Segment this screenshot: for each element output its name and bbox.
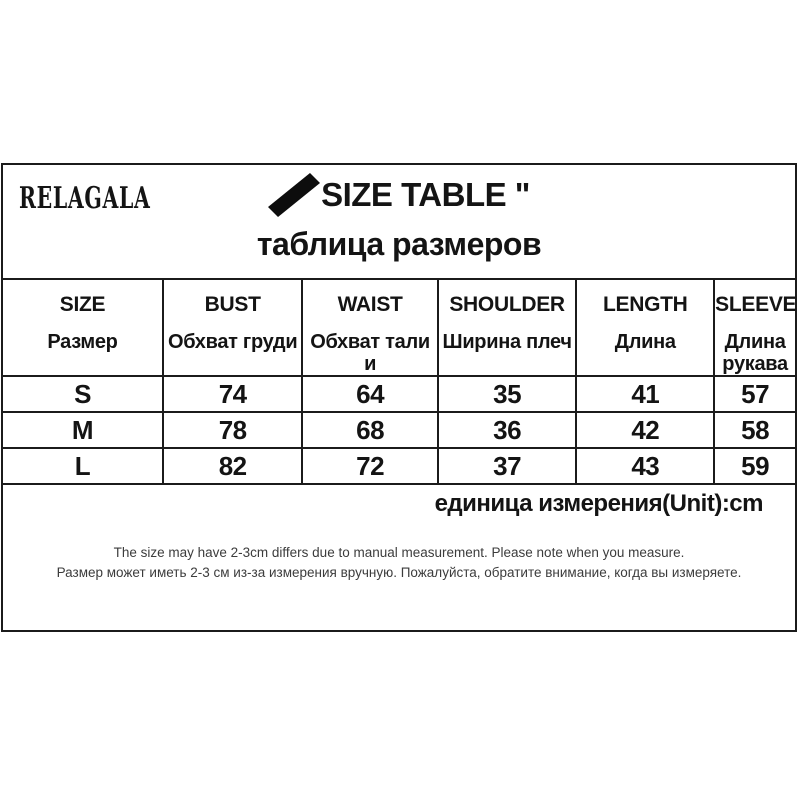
page-subtitle: таблица размеров	[256, 226, 542, 262]
table-row-s	[3, 376, 795, 412]
col-header-waist-en: WAIST	[337, 293, 403, 316]
measurement-notes	[3, 543, 795, 583]
col-header-length-en: LENGTH	[603, 293, 688, 316]
col-header-shoulder-ru: Ширина плеч	[442, 331, 572, 353]
cell-l-shoulder: 37	[438, 448, 577, 484]
col-header-waist	[302, 279, 437, 376]
col-header-sleeve	[714, 279, 795, 376]
page-title: SIZE TABLE "	[321, 176, 530, 213]
col-header-length	[576, 279, 714, 376]
note-russian: Размер может иметь 2-3 см из-за измерения вручную. Пожалуйста, обратите внимание, когда вы измеряете.	[56, 565, 742, 580]
col-header-shoulder-en: SHOULDER	[449, 293, 565, 316]
cell-s-length: 41	[576, 376, 714, 412]
note-english: The size may have 2-3cm differs due to manual measurement. Please note when you measure.	[113, 545, 685, 560]
cell-m-waist: 68	[302, 412, 437, 448]
cell-s-shoulder: 35	[438, 376, 577, 412]
cell-l-sleeve: 59	[714, 448, 795, 484]
chart-header	[3, 165, 795, 278]
col-header-bust-en: BUST	[204, 293, 261, 316]
cell-l-waist: 72	[302, 448, 437, 484]
cell-size-m: M	[3, 412, 163, 448]
cell-size-s: S	[3, 376, 163, 412]
col-header-size-ru: Размер	[47, 331, 118, 353]
title-row	[3, 173, 795, 217]
unit-label: единица измерения(Unit):cm	[434, 490, 763, 517]
cell-m-sleeve: 58	[714, 412, 795, 448]
col-header-size-en: SIZE	[59, 293, 106, 316]
cell-size-l: L	[3, 448, 163, 484]
marker-stroke-icon	[268, 173, 320, 217]
cell-l-bust: 82	[163, 448, 302, 484]
col-header-sleeve-en: SLEEVE	[715, 293, 797, 316]
cell-m-shoulder: 36	[438, 412, 577, 448]
cell-s-waist: 64	[302, 376, 437, 412]
cell-s-sleeve: 57	[714, 376, 795, 412]
brand-logo: RELAGALA	[19, 181, 151, 216]
col-header-size	[3, 279, 163, 376]
table-row-m	[3, 412, 795, 448]
header-row	[3, 279, 795, 376]
col-header-waist-ru: Обхват талии	[310, 331, 430, 375]
col-header-sleeve-ru: Длина рукава	[722, 331, 788, 375]
cell-m-length: 42	[576, 412, 714, 448]
size-chart-frame	[1, 163, 797, 632]
table-row-l	[3, 448, 795, 484]
size-table	[3, 278, 795, 485]
cell-m-bust: 78	[163, 412, 302, 448]
col-header-bust	[163, 279, 302, 376]
cell-l-length: 43	[576, 448, 714, 484]
col-header-bust-ru: Обхват груди	[167, 331, 298, 353]
col-header-shoulder	[438, 279, 577, 376]
col-header-length-ru: Длина	[614, 331, 676, 353]
cell-s-bust: 74	[163, 376, 302, 412]
